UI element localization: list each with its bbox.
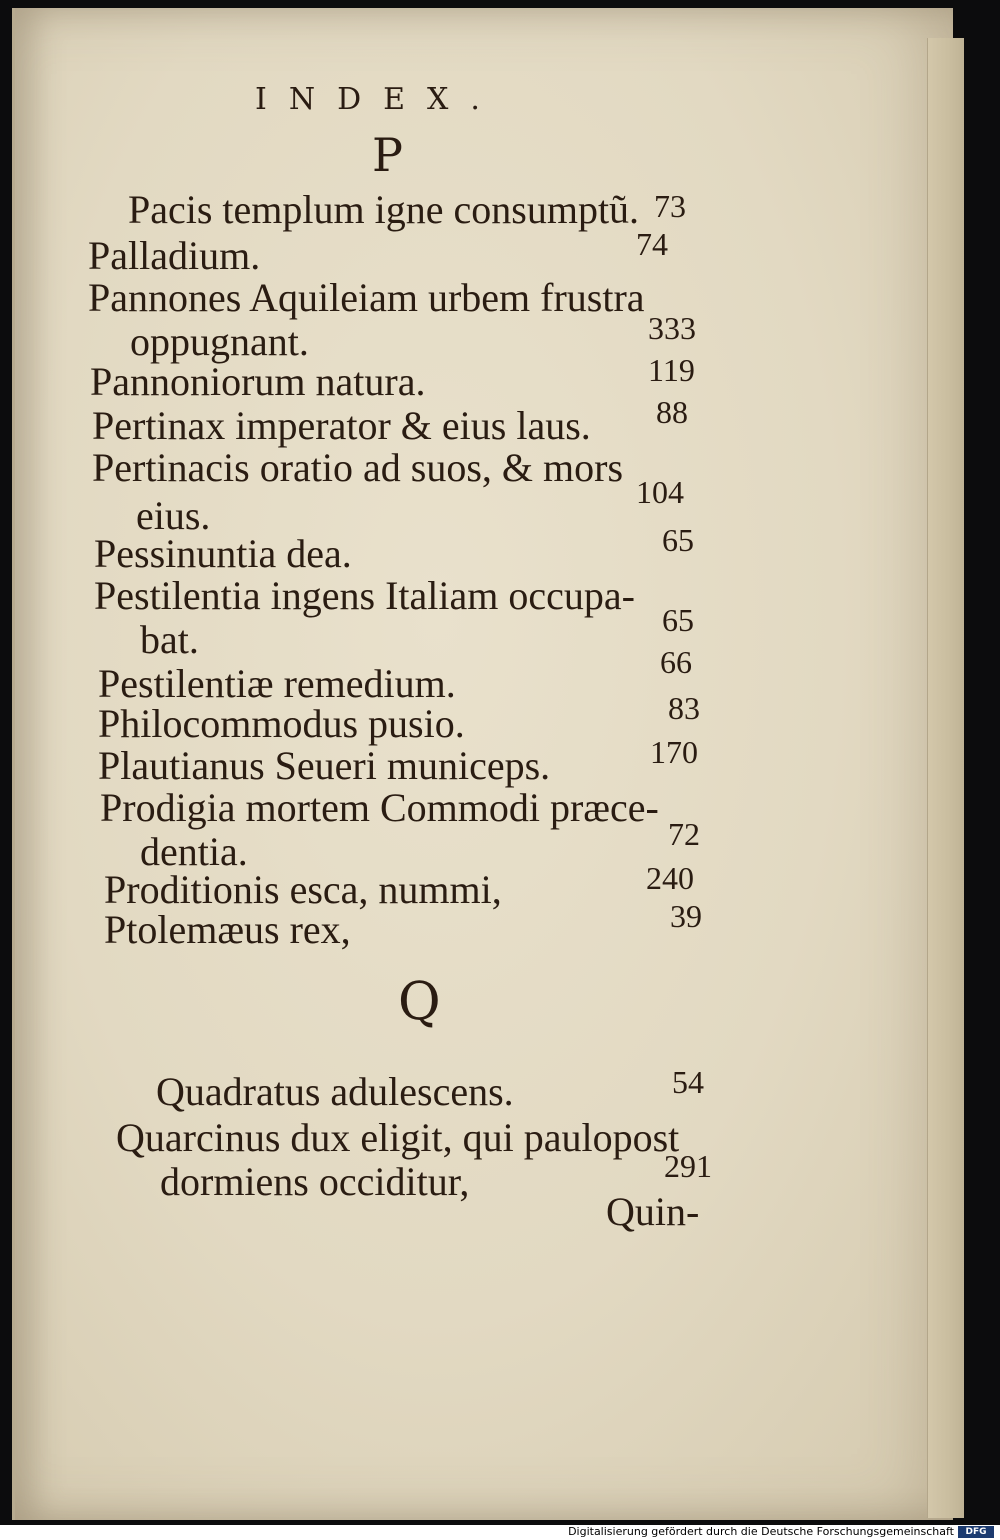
index-entry: bat. — [140, 617, 199, 662]
footer-credit: Digitalisierung gefördert durch die Deutsche Forschungsgemeinschaft — [568, 1525, 954, 1538]
index-entry: Pannones Aquileiam urbem frustra — [88, 275, 645, 320]
index-entry: Pertinacis oratio ad suos, & mors — [92, 445, 624, 490]
index-entry: Ptolemæus rex, — [104, 907, 351, 952]
index-entry: Pannoniorum natura. — [90, 359, 426, 404]
page-number: 73 — [654, 188, 686, 224]
page-number: 65 — [662, 522, 694, 558]
page-number: 74 — [636, 226, 668, 262]
index-entry: Philocommodus pusio. — [98, 701, 465, 746]
index-entry: Prodigia mortem Commodi præce- — [100, 785, 659, 830]
index-entry: Quarcinus dux eligit, qui paulopost — [116, 1115, 680, 1160]
digitization-footer — [0, 1525, 1000, 1540]
index-entry: Pertinax imperator & eius laus. — [92, 403, 591, 448]
page-number: 83 — [668, 690, 700, 726]
index-entry: Pacis templum igne consumptũ. — [128, 187, 640, 232]
index-entry: Pestilentiæ remedium. — [98, 661, 456, 706]
section-letter-q: Q — [398, 972, 441, 1032]
page-number: 66 — [660, 644, 692, 680]
catchword: Quin- — [606, 1189, 700, 1234]
index-entry: Quadratus adulescens. — [156, 1069, 514, 1114]
index-entry: Palladium. — [88, 233, 261, 278]
page-number: 39 — [670, 898, 702, 934]
index-entry: Proditionis esca, nummi, — [104, 867, 502, 912]
page-edge — [927, 38, 964, 1518]
page-number: 65 — [662, 602, 694, 638]
page-number: 291 — [664, 1148, 712, 1184]
page-number: 240 — [646, 860, 694, 896]
page-number: 72 — [668, 816, 700, 852]
index-entry: oppugnant. — [130, 319, 309, 364]
index-entry: dentia. — [140, 829, 248, 874]
index-entry: Plautianus Seueri municeps. — [98, 743, 551, 788]
running-head: INDEX. — [255, 82, 502, 117]
page-number: 88 — [656, 394, 688, 430]
index-entry: Pessinuntia dea. — [94, 531, 352, 576]
index-entry: Pestilentia ingens Italiam occupa- — [94, 573, 635, 618]
page-number: 333 — [648, 310, 696, 346]
dfg-logo: DFG — [958, 1526, 994, 1538]
page-number: 119 — [648, 352, 695, 388]
index-entry: eius. — [136, 493, 211, 538]
page-number: 104 — [636, 474, 684, 510]
section-letter-p: P — [372, 128, 403, 182]
index-entry: dormiens occiditur, — [160, 1159, 470, 1204]
page-number: 54 — [672, 1064, 704, 1100]
page-number: 170 — [650, 734, 698, 770]
